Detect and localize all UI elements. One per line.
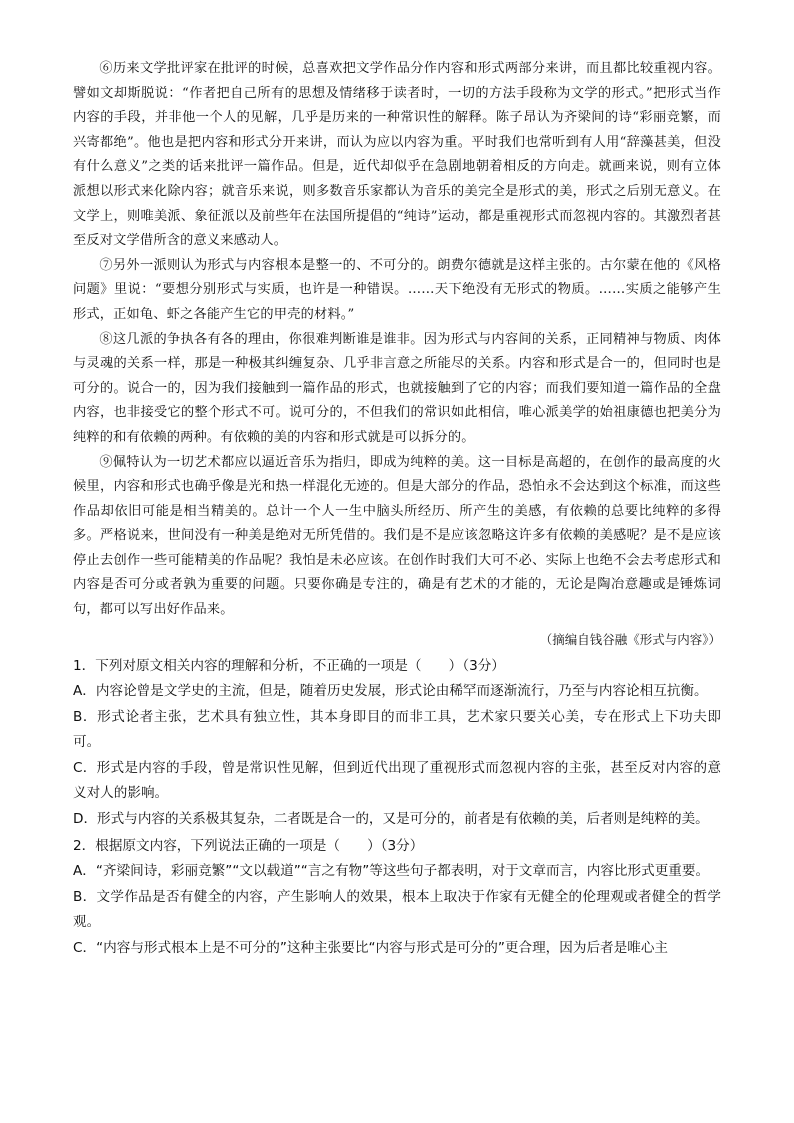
option-c: C．“内容与形式根本上是不可分的”这种主张要比“内容与形式是可分的”更合理，因为后者是唯心主 (73, 939, 669, 956)
option-d: D．形式与内容的关系极其复杂，二者既是合一的，又是可分的，前者是有依赖的美，后者则是纯粹的美。 (73, 811, 709, 828)
questions-section (73, 653, 721, 962)
question-1 (73, 653, 721, 833)
question-stem: 2．根据原文内容，下列说法正确的一项是（ ）（3分） (73, 837, 424, 854)
option-a: A．“齐梁间诗，彩丽竞繁”“文以载道”“言之有物”等这些句子都表明，对于文章而言，内容比形式更重要。 (73, 863, 710, 880)
option-b: B．文学作品是否有健全的内容，产生影响人的效果，根本上取决于作家有无健全的伦理观或者健全的哲学观。 (73, 888, 721, 931)
paragraph-9: ⑨佩特认为一切艺术都应以逼近音乐为指归，即成为纯粹的美。这一目标是高超的，在创作的最高度的火候里，内容和形式也确乎像是光和热一样混化无迹的。但是大部分的作品，恐怕永不会达到这个标准，而这些作品却依旧可能是相当精美的。总计一个人一生中脑头所经历、所产生的美感，有依赖的总要比纯粹的多得多。严格说来，世间没有一种美是绝对无所凭借的。我们是不是应该忽略这许多有依赖的美感呢？是不是应该停止去创作一些可能精美的作品呢？我怕是未必应该。在创作时我们大可不必、实际上也绝不会去考虑形式和内容是否可分或者孰为重要的问题。只要你确是专注的，确是有艺术的才能的，无论是陶冶意趣或是锤炼词句，都可以写出好作品来。 (73, 454, 721, 618)
question-2 (73, 833, 721, 962)
option-b: B．形式论者主张，艺术具有独立性，其本身即目的而非工具，艺术家只要关心美，专在形式上下功夫即可。 (73, 708, 721, 751)
option-c: C．形式是内容的手段，曾是常识性见解，但到近代出现了重视形式而忽视内容的主张，甚至反对内容的意义对人的影响。 (73, 759, 721, 802)
paragraph-6: ⑥历来文学批评家在批评的时候，总喜欢把文学作品分作内容和形式两部分来讲，而且都比较重视内容。譬如文却斯脱说：“作者把自己所有的思想及情绪移于读者时，一切的方法手段称为文学的形式。”把形式当作内容的手段，并非他一个人的见解，几乎是历来的一种常识性的解释。陈子昂认为齐梁间的诗“彩丽竞繁，而兴寄都绝”。他也是把内容和形式分开来讲，而认为应以内容为重。平时我们也常听到有人用“辞藻甚美，但没有什么意义”之类的话来批评一篇作品。但是，近代却似乎在急剧地朝着相反的方向走。就画来说，则有立体派想以形式来化除内容；就音乐来说，则多数音乐家都认为音乐的美完全是形式的美，形式之后别无意义。在文学上，则唯美派、象征派以及前些年在法国所提倡的“纯诗”运动，都是重视形式而忽视内容的。其激烈者甚至反对文学借所含的意义来感动人。 (73, 61, 721, 249)
paragraph-8: ⑧这几派的争执各有各的理由，你很难判断谁是谁非。因为形式与内容间的关系，正同精神与物质、肉体与灵魂的关系一样，那是一种极其纠缠复杂、几乎非言意之所能尽的关系。内容和形式是合一的，但同时也是可分的。说合一的，因为我们接触到一篇作品的形式，也就接触到了它的内容；而我们要知道一篇作品的全盘内容，也非接受它的整个形式不可。说可分的，不但我们的常识如此相信，唯心派美学的始祖康德也把美分为纯粹的和有依赖的两种。有依赖的美的内容和形式就是可以拆分的。 (73, 331, 721, 445)
question-stem: 1．下列对原文相关内容的理解和分析，不正确的一项是（ ）（3分） (73, 657, 505, 674)
paragraph-7: ⑦另外一派则认为形式与内容根本是整一的、不可分的。朗费尔德就是这样主张的。古尔蒙在他的《风格问题》里说：“要想分别形式与实质，也许是一种错误。……天下绝没有无形式的物质。……实质之能够产生形式，正如龟、虾之各能产生它的甲壳的材料。” (73, 257, 721, 322)
option-a: A．内容论曾是文学史的主流，但是，随着历史发展，形式论由稀罕而逐渐流行，乃至与内容论相互抗衡。 (73, 683, 708, 700)
document-page (73, 57, 721, 961)
reading-passage (73, 57, 721, 651)
source-citation: （摘编自钱谷融《形式与内容》） (539, 631, 721, 647)
